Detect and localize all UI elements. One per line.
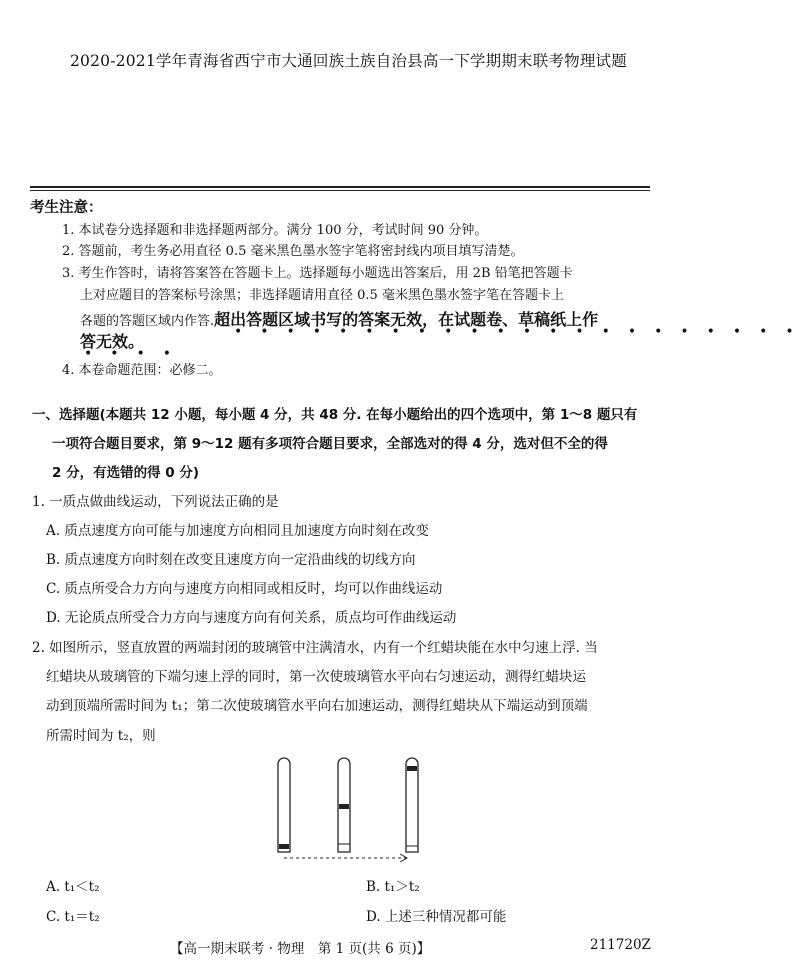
notice-item-3-line-2: 上对应题目的答案标号涂黑；非选择题请用直径 0.5 毫米黑色墨水签字笔在答题卡上 [80,288,564,303]
question-2-line-4: 所需时间为 t₂，则 [46,728,156,744]
wax-block-2 [339,804,349,809]
question-2-line-1: 2. 如图所示，竖直放置的两端封闭的玻璃管中注满清水，内有一个红蜡块能在水中匀速上浮. 当 [32,640,598,656]
section-heading-line-3: 2 分，有选错的得 0 分) [52,465,200,481]
page-title: 2020-2021学年青海省西宁市大通回族土族自治县高一下学期期末联考物理试题 [70,52,627,70]
glass-tube-3 [406,758,418,852]
notice-item-3-emphasis-end: 答无效。 [80,332,145,351]
glass-tube-1 [278,758,290,852]
question-2-option-c: C. t₁＝t₂ [46,909,100,925]
notice-item-2: 2. 答题前，考生务必用直径 0.5 毫米黑色墨水签字笔将密封线内项目填写清楚。 [62,244,524,259]
wax-block-3 [407,766,417,771]
question-1-option-c: C. 质点所受合力方向与速度方向相同或相反时，均可以作曲线运动 [46,581,443,597]
question-1-option-b: B. 质点速度方向时刻在改变且速度方向一定沿曲线的切线方向 [46,552,416,568]
emphasis-dots-2: •••• [84,346,190,362]
notice-heading: 考生注意： [30,200,103,216]
notice-item-1: 1. 本试卷分选择题和非选择题两部分。满分 100 分，考试时间 90 分钟。 [62,223,488,238]
notice-item-4: 4. 本卷命题范围：必修二。 [62,363,222,378]
wax-block-1 [279,844,289,849]
header-rule-thick [30,186,650,188]
question-2-option-b: B. t₁＞t₂ [366,879,420,895]
emphasis-dots: •••••••••••••••••••••• [234,324,812,340]
notice-item-3-emphasis: 超出答题区域书写的答案无效，在试题卷、草稿纸上作 [214,310,599,329]
question-2-line-2: 红蜡块从玻璃管的下端匀速上浮的同时，第一次使玻璃管水平向右匀速运动，测得红蜡块运 [46,669,586,685]
question-1-option-d: D. 无论质点所受合力方向与速度方向有何关系，质点均可作曲线运动 [46,610,457,626]
footer-code: 211720Z [590,937,651,953]
question-1-stem: 1. 一质点做曲线运动，下列说法正确的是 [32,494,279,510]
question-2-option-a: A. t₁＜t₂ [46,879,100,895]
question-1-option-a: A. 质点速度方向可能与加速度方向相同且加速度方向时刻在改变 [46,523,429,539]
glass-tube-figure [268,752,428,864]
notice-item-3-plain: 各题的答题区域内作答. [80,314,215,329]
question-2-option-d: D. 上述三种情况都可能 [366,909,507,925]
header-rule-thin [30,190,650,191]
question-2-line-3: 动到顶端所需时间为 t₁；第二次使玻璃管水平向右加速运动，测得红蜡块从下端运动到顶端 [46,698,588,714]
section-heading-line-1: 一、选择题(本题共 12 小题，每小题 4 分，共 48 分. 在每小题给出的四个选项中，第 1～8 题只有 [32,407,638,423]
notice-item-3-line-1: 3. 考生作答时，请将答案答在答题卡上。选择题每小题选出答案后，用 2B 铅笔把答题卡 [62,266,573,281]
footer-page-info: 【高一期末联考 · 物理 第 1 页(共 6 页)】 [170,941,431,957]
section-heading-line-2: 一项符合题目要求，第 9～12 题有多项符合题目要求，全部选对的得 4 分，选对但不全的得 [52,436,608,452]
